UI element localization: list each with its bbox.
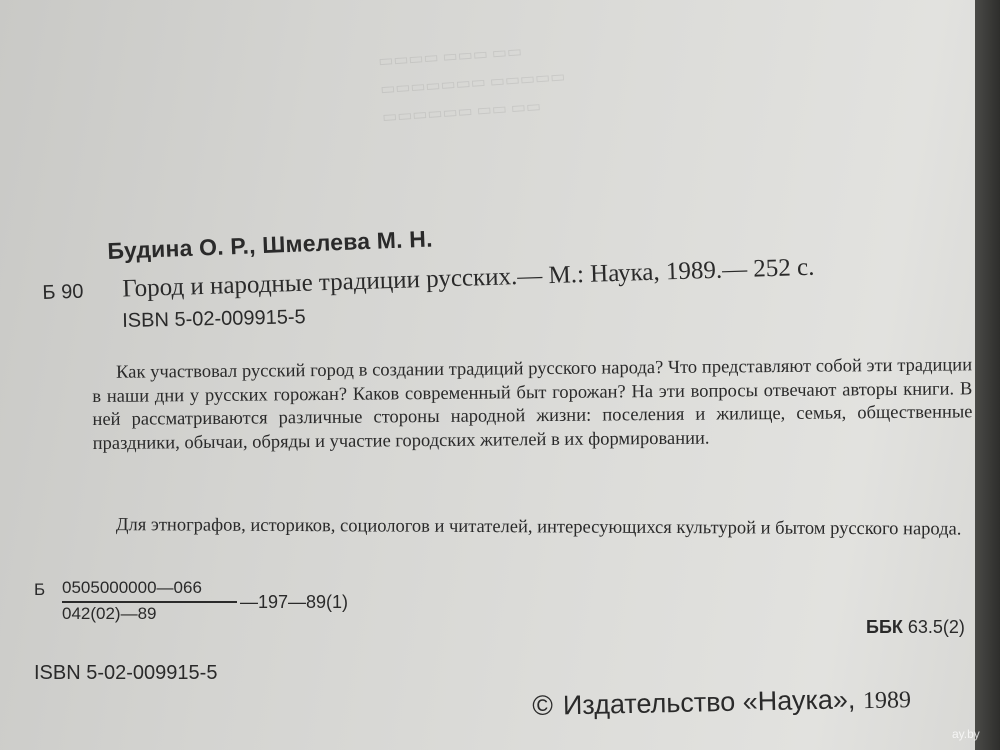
- bbk-value: 63.5(2): [907, 617, 965, 637]
- bbk-code: [866, 617, 965, 638]
- watermark: ay.by: [952, 727, 980, 741]
- isbn-bottom: ISBN 5-02-009915-5: [34, 662, 218, 684]
- index-letter: Б: [34, 580, 46, 599]
- isbn-top: ISBN 5-02-009915-5: [122, 306, 306, 332]
- show-through-text: ▭▭▭▭ ▭▭▭ ▭▭ ▭▭▭▭▭▭▭ ▭▭▭▭▭ ▭▭▭▭▭▭ ▭▭ ▭▭: [377, 43, 566, 127]
- copyright-year: 1989: [862, 687, 912, 715]
- copyright-line: [532, 682, 911, 722]
- copyright-icon: ©: [532, 689, 554, 721]
- fraction-line: [62, 601, 237, 603]
- title-line: Город и народные традиции русских.— М.: Наука, 1989.— 252 с.: [121, 253, 815, 303]
- book-spine-shadow: [975, 0, 1000, 750]
- audience-paragraph: Для этнографов, историков, социологов и читателей, интересующихся культурой и бытом русского народа.: [115, 514, 962, 540]
- publisher-name: Издательство «Наука»,: [562, 684, 856, 721]
- index-numerator: 0505000000—066: [62, 578, 202, 597]
- catalog-code: Б 90: [42, 280, 84, 304]
- bbk-label: ББК: [866, 617, 903, 637]
- authors-heading: Будина О. Р., Шмелева М. Н.: [107, 225, 434, 264]
- index-suffix: —197—89(1): [240, 592, 349, 612]
- abstract-paragraph: Как участвовал русский город в создании традиций русского народа? Что представляют собой эти традиции в наши дни у русских горожан? Каков современный быт горожан? На эти вопросы отвечают авторы книги. В ней рассматриваются различные стороны народной жизни: поселения и жилище, семья, общественные праздники, обычаи, обряды и участие городских жителей в их формировании.: [92, 354, 973, 453]
- index-denominator: 042(02)—89: [62, 604, 157, 623]
